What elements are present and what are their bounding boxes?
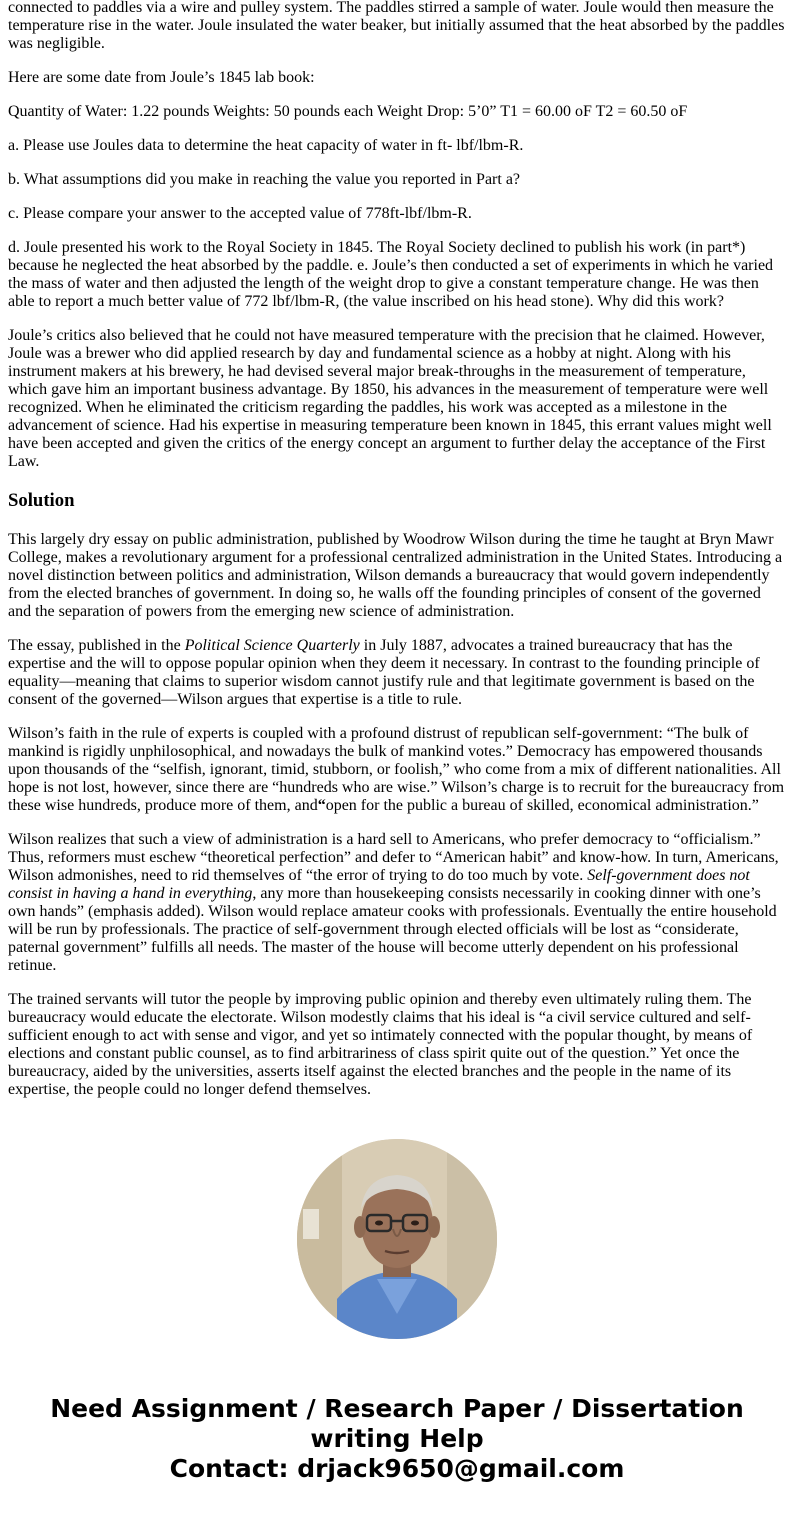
solution-paragraph-3: [8, 725, 786, 815]
author-photo-section: [8, 1139, 786, 1344]
lab-data-values: Quantity of Water: 1.22 pounds Weights: 50 pounds each Weight Drop: 5’0” T1 = 60.00 oF T2 = 60.50 oF: [8, 103, 688, 120]
promo-banner: [8, 1394, 786, 1484]
document-body: [8, 0, 786, 1484]
question-part-b: b. What assumptions did you make in reaching the value you reported in Part a?: [8, 171, 521, 188]
question-part-d-e: d. Joule presented his work to the Royal Society in 1845. The Royal Society declined to publish his work (in part*) because he neglected the heat absorbed by the paddle. e. Joule’s then conducted a set of experiments in which he varied the mass of water and then adjusted the length of the weight drop to give a constant temperature change. He was then able to report a much better value of 772 lbf/lbm-R, (the value inscribed on his head stone). Why did this work?: [8, 239, 774, 310]
question-part-c: c. Please compare your answer to the accepted value of 778ft-lbf/lbm-R.: [8, 205, 472, 222]
solution-heading: Solution: [8, 490, 75, 511]
solution-paragraph-1: This largely dry essay on public administration, published by Woodrow Wilson during the time he taught at Bryn Mawr College, makes a revolutionary argument for a professional centralized administration in the United States. Introducing a novel distinction between politics and administration, Wilson demands a bureaucracy that would govern independently from the elected branches of government. In doing so, he walls off the founding principles of consent of the governed and the separation of powers from the emerging new science of administration.: [8, 531, 783, 620]
p2-text-before: The essay, published in the: [8, 637, 185, 654]
journal-title: Political Science Quarterly: [184, 637, 360, 654]
p3-quote-mark: “: [317, 797, 326, 814]
solution-paragraph-2: [8, 637, 786, 709]
p4-text-before: Wilson realizes that such a view of administration is a hard sell to Americans, who prefer democracy to “officialism.” Thus, reformers must eschew “theoretical perfection” and defer to “American habit” and know-how. In turn, Americans, Wilson admonishes, need to rid themselves of “the error of trying to do too much by vote.: [8, 831, 779, 884]
question-critics: Joule’s critics also believed that he could not have measured temperature with the precision that he claimed. However, Joule was a brewer who did applied research by day and fundamental science as a hobby at night. Along with his instrument makers at his brewery, he had devised several major break-throughs in the measurement of temperature, which gave him an important business advantage. By 1850, his advances in the measurement of temperature were well recognized. When he eliminated the criticism regarding the paddles, his work was accepted as a milestone in the advancement of science. Had his expertise in measuring temperature been known in 1845, this errant values might well have been accepted and given the critics of the energy concept an argument to further delay the acceptance of the First Law.: [8, 327, 772, 470]
solution-paragraph-5: The trained servants will tutor the people by improving public opinion and thereby even ultimately ruling them. The bureaucracy would educate the electorate. Wilson modestly claims that his ideal is “a civil service cultured and self-sufficient enough to act with sense and vigor, and yet so intimately connected with the popular thought, by means of elections and constant public counsel, as to find arbitrariness of class spirit quite out of the question.” Yet once the bureaucracy, aided by the universities, asserts itself against the elected branches and the people in the name of its expertise, the people could no longer defend themselves.: [8, 991, 753, 1098]
author-avatar: [297, 1139, 497, 1339]
promo-line-1: Need Assignment / Research Paper / Dissertation: [50, 1394, 744, 1423]
promo-line-2: writing Help: [310, 1424, 484, 1453]
p3-text-after: open for the public a bureau of skilled, economical administration.”: [325, 797, 759, 814]
p4-text-after: , any more than housekeeping consists necessarily in cooking dinner with one’s own hands” (emphasis added). Wilson would replace amateur cooks with professionals. Eventually the entire household will be run by professionals. The practice of self-government through elected officials will be lost as “considerate, paternal government” fulfills all needs. The master of the house will become utterly dependent on his professional retinue.: [8, 885, 777, 974]
solution-paragraph-4: [8, 831, 786, 975]
promo-contact-email: Contact: drjack9650@gmail.com: [169, 1454, 625, 1483]
portrait-image: [297, 1139, 497, 1339]
p2-text-after: in July 1887, advocates a trained bureaucracy that has the expertise and the will to oppose popular opinion when they deem it necessary. In contrast to the founding principle of equality—meaning that claims to superior wisdom cannot justify rule and that legitimate government is based on the consent of the governed—Wilson argues that expertise is a title to rule.: [8, 637, 760, 708]
question-part-a: a. Please use Joules data to determine the heat capacity of water in ft- lbf/lbm-R.: [8, 137, 524, 154]
p3-text-before: Wilson’s faith in the rule of experts is coupled with a profound distrust of republican self-government: “The bulk of mankind is rigidly unphilosophical, and nowadays the bulk of mankind votes.” Democracy has empowered thousands upon thousands of the “selfish, ignorant, timid, stubborn, or foolish,” who come from a mix of different nationalities. All hope is not lost, however, since there are “hundreds who are wise.” Wilson’s charge is to recruit for the bureaucracy from these wise hundreds, produce more of them, and: [8, 725, 785, 814]
lab-data-intro: Here are some date from Joule’s 1845 lab book:: [8, 69, 315, 86]
question-intro: connected to paddles via a wire and pulley system. The paddles stirred a sample of water. Joule would then measure the temperature rise in the water. Joule insulated the water beaker, but initially assumed that the heat absorbed by the paddles was negligible.: [8, 0, 785, 52]
p4-emphasis: Self-government does not consist in having a hand in everything: [8, 867, 750, 902]
